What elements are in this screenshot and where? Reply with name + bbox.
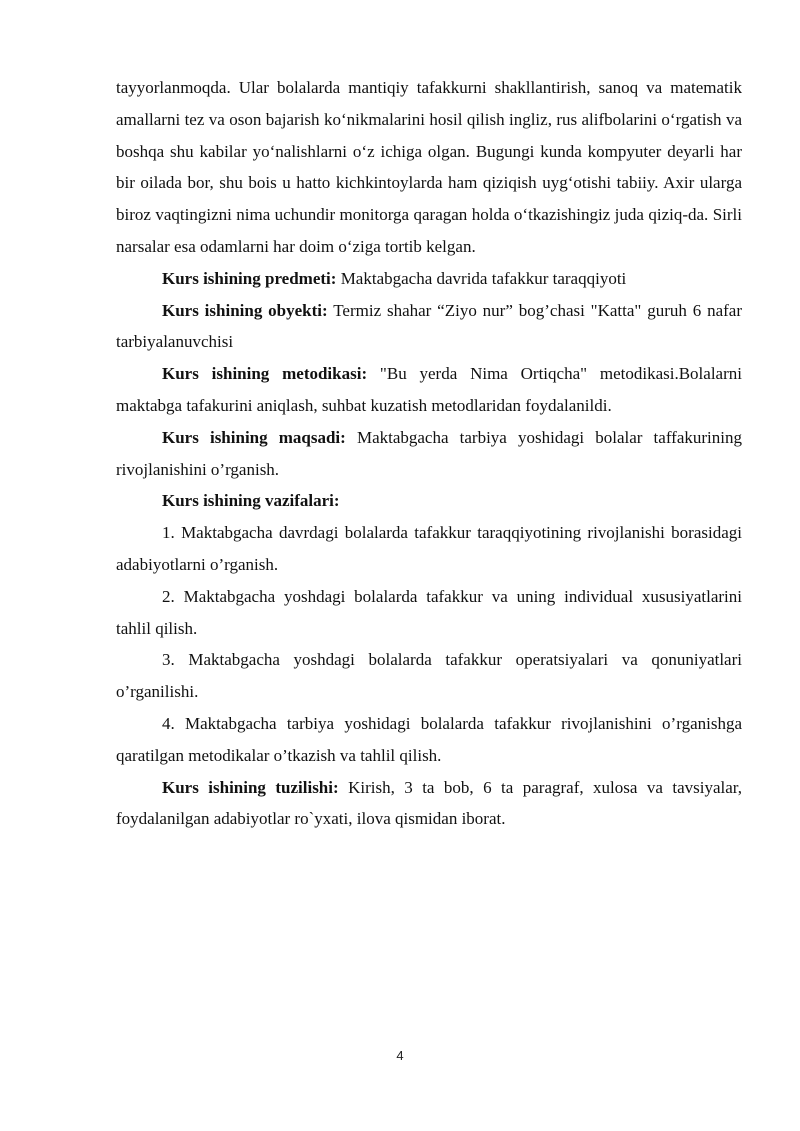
intro-paragraph: tayyorlanmoqda. Ular bolalarda mantiqiy tafakkurni shakllantirish, sanoq va matematik amallarni tez va oson bajarish ko‘nikmalarini hosil qilish ingliz, rus alifbolarini o‘rgatish va boshqa shu kabilar yo‘nalishlarni o‘z ichiga olgan. Bugungi kunda kompyuter deyarli har bir oilada bor, shu bois u hatto kichkintoylarda ham qiziqish uyg‘otishi tabiiy. Axir ularga biroz vaqtingizni nima uchundir monitorga qaragan holda o‘tkazishingiz juda qiziq-da. Sirli narsalar esa odamlarni har doim o‘ziga tortib kelgan. (116, 78, 742, 256)
vazifa-item: 3. Maktabgacha yoshdagi bolalarda tafakkur operatsiyalari va qonuniyatlari o’rganilishi. (116, 650, 742, 702)
maqsad-label: Kurs ishining maqsadi: (162, 427, 346, 447)
tuzilishi-label: Kurs ishining tuzilishi: (162, 777, 339, 797)
vazifa-item: 2. Maktabgacha yoshdagi bolalarda tafakkur va uning individual xususiyatlarini tahlil qilish. (116, 586, 742, 638)
obyekt-text: Termiz shahar “Ziyo nur” bog’chasi "Katta" guruh 6 nafar tarbiyalanuvchisi (116, 300, 742, 352)
predmet-label: Kurs ishining predmeti: (162, 268, 337, 288)
vazifa-item: 4. Maktabgacha tarbiya yoshidagi bolalarda tafakkur rivojlanishini o’rganishga qaratilgan metodikalar o’tkazish va tahlil qilish. (116, 713, 742, 765)
predmet-text: Maktabgacha davrida tafakkur taraqqiyoti (336, 268, 627, 288)
predmet-paragraph (116, 263, 742, 295)
obyekt-label: Kurs ishining obyekti: (162, 300, 328, 320)
obyekt-paragraph (116, 295, 742, 359)
maqsad-paragraph (116, 422, 742, 486)
metodika-paragraph (116, 358, 742, 422)
vazifa-item: 1. Maktabgacha davrdagi bolalarda tafakkur taraqqiyotining rivojlanishi borasidagi adabiyotlarni o’rganish. (116, 523, 742, 574)
metodika-label: Kurs ishining metodikasi: (162, 364, 368, 384)
metodika-text: "Bu yerda Nima Ortiqcha" metodikasi.Bolalarni maktabga tafakurini aniqlash, suhbat kuzatish metodlaridan foydalanildi. (116, 364, 742, 415)
page-number: 4 (396, 1048, 404, 1063)
tuzilishi-paragraph (116, 772, 742, 836)
document-page (116, 72, 742, 835)
maqsad-text: Maktabgacha tarbiya yoshidagi bolalar taffakurining rivojlanishini o’rganish. (116, 427, 742, 479)
vazifalar-label: Kurs ishining vazifalari: (162, 491, 340, 511)
tuzilishi-text: Kirish, 3 ta bob, 6 ta paragraf, xulosa va tavsiyalar, foydalanilgan adabiyotlar ro`yxati, ilova qismidan iborat. (116, 777, 742, 829)
vazifalar-heading (116, 485, 742, 517)
